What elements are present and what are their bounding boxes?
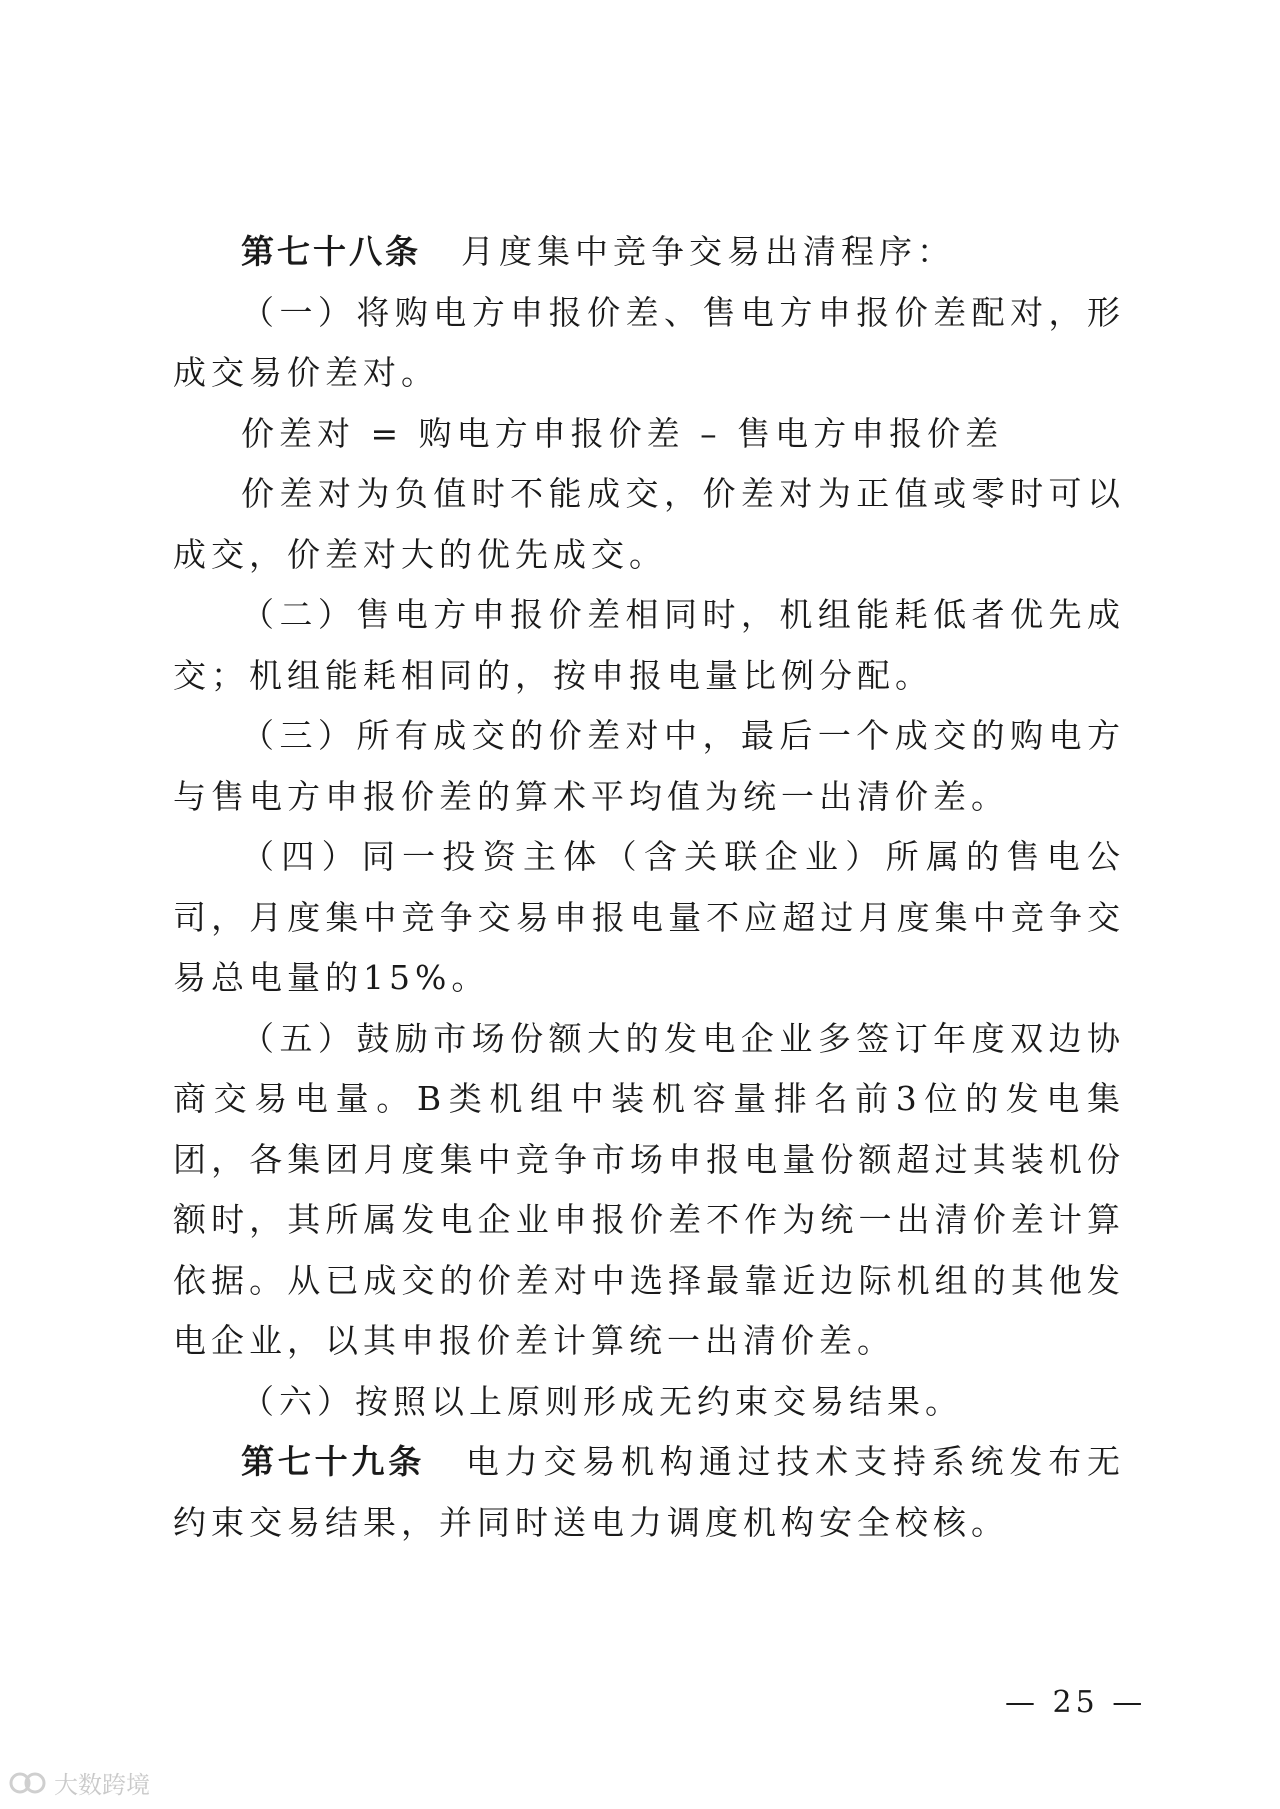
watermark — [8, 1765, 150, 1800]
clause-6: （六）按照以上原则形成无约束交易结果。 — [241, 1381, 963, 1421]
brand-logo-icon — [8, 1769, 48, 1797]
article-79 — [173, 1432, 1125, 1553]
clause-1: （一）将购电方申报价差、售电方申报价差配对，形成交易价差对。 — [173, 292, 1125, 392]
formula-line: 价差对 = 购电方申报价差 – 售电方申报价差 — [241, 413, 1004, 453]
clause-4: （四）同一投资主体（含关联企业）所属的售电公司，月度集中竞争交易申报电量不应超过月度集中竞争交易总电量的15%。 — [173, 837, 1125, 997]
watermark-text: 大数跨境 — [54, 1771, 150, 1799]
document-body — [173, 222, 1125, 1553]
article-78 — [173, 222, 1125, 283]
article-78-heading: 第七十八条 — [241, 232, 421, 271]
clause-5: （五）鼓励市场份额大的发电企业多签订年度双边协商交易电量。B类机组中装机容量排名前3位的发电集团，各集团月度集中竞争市场申报电量份额超过其装机份额时，其所属发电企业申报价差不作为统一出清价差计算依据。从已成交的价差对中选择最靠近边际机组的其他发电企业，以其申报价差计算统一出清价差。 — [173, 1018, 1125, 1360]
clause-2: （二）售电方申报价差相同时，机组能耗低者优先成交；机组能耗相同的，按申报电量比例分配。 — [173, 595, 1125, 695]
article-79-text: 电力交易机构通过技术支持系统发布无约束交易结果，并同时送电力调度机构安全校核。 — [173, 1442, 1126, 1542]
article-78-text: 月度集中竞争交易出清程序： — [461, 232, 955, 271]
clause-1-rule: 价差对为负值时不能成交，价差对为正值或零时可以成交，价差对大的优先成交。 — [173, 474, 1125, 574]
page-number: — 25 — — [1005, 1685, 1147, 1720]
clause-3: （三）所有成交的价差对中，最后一个成交的购电方与售电方申报价差的算术平均值为统一出清价差。 — [173, 716, 1125, 816]
article-79-heading: 第七十九条 — [241, 1442, 426, 1481]
